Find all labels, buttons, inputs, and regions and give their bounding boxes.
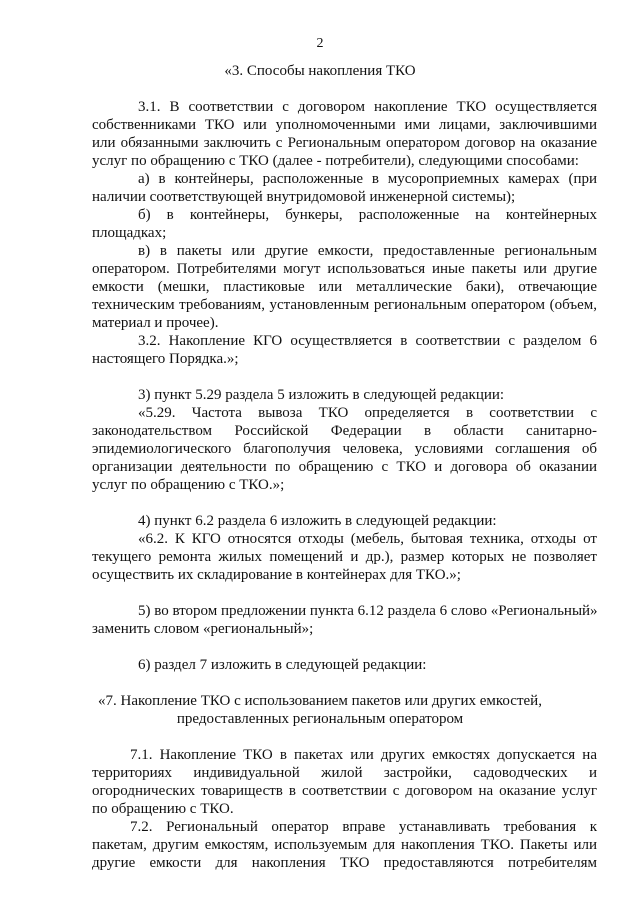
text-line: или обязанными заключить с Региональным оператором договор на оказание <box>92 135 597 151</box>
text-line: текущего ремонта жилых помещений и др.), размер которых не позволяет <box>92 549 597 565</box>
page-number: 2 <box>316 36 324 51</box>
text-line: законодательством Российской Федерации в области санитарно- <box>92 423 597 439</box>
text-line: собственниками ТКО или уполномоченными ими лицами, заключившими <box>92 117 597 133</box>
text-line: услуг по обращению с ТКО.»; <box>92 477 285 493</box>
text-line: 3.2. Накопление КГО осуществляется в соответствии с разделом 6 <box>138 333 597 349</box>
text-line: а) в контейнеры, расположенные в мусороприемных камерах (при <box>138 171 597 187</box>
subsection-heading-line-2: предоставленных региональным оператором <box>176 711 464 727</box>
subsection-heading-line-1: «7. Накопление ТКО с использованием пакетов или других емкостей, <box>98 693 542 709</box>
text-line: 4) пункт 6.2 раздела 6 изложить в следующей редакции: <box>138 513 497 529</box>
text-line: организации деятельности по обращению с ТКО и договора об оказании <box>92 459 597 475</box>
text-line: «6.2. К КГО относятся отходы (мебель, бытовая техника, отходы от <box>138 531 597 547</box>
text-line: другие емкости для накопления ТКО предоставляются потребителям <box>92 855 597 871</box>
text-line: емкости (мешки, пластиковые или металлические баки), отвечающие <box>92 279 597 295</box>
text-line: площадках; <box>92 225 167 241</box>
text-line: б) в контейнеры, бункеры, расположенные на контейнерных <box>138 207 597 223</box>
text-line: 5) во втором предложении пункта 6.12 раздела 6 слово «Региональный» <box>138 603 598 619</box>
text-line: 6) раздел 7 изложить в следующей редакции: <box>138 657 427 673</box>
text-line: осуществить их складирование в контейнерах для ТКО.»; <box>92 567 461 583</box>
text-line: техническим требованиям, установленным региональным оператором (объем, <box>92 297 597 313</box>
text-line: наличии соответствующей внутридомовой инженерной системы); <box>92 189 516 205</box>
text-line: 7.1. Накопление ТКО в пакетах или других емкостях допускается на <box>130 747 597 763</box>
text-line: материал и прочее). <box>92 315 219 331</box>
text-line: настоящего Порядка.»; <box>92 351 239 367</box>
text-line: 7.2. Региональный оператор вправе устанавливать требования к <box>130 819 597 835</box>
text-line: по обращению с ТКО. <box>92 801 234 817</box>
text-line: в) в пакеты или другие емкости, предоставленные региональным <box>138 243 597 259</box>
text-line: заменить словом «региональный»; <box>92 621 314 637</box>
text-line: территориях индивидуальной жилой застройки, садоводческих и <box>92 765 597 781</box>
text-line: оператором. Потребителями могут использоваться иные пакеты или другие <box>92 261 597 277</box>
text-line: пакетам, другим емкостям, используемым для накопления ТКО. Пакеты или <box>92 837 597 853</box>
text-line: 3) пункт 5.29 раздела 5 изложить в следующей редакции: <box>138 387 505 403</box>
section-heading: «3. Способы накопления ТКО <box>224 63 416 79</box>
text-line: огороднических товариществ в соответствии с договором на оказание услуг <box>92 783 597 799</box>
text-line: эпидемиологического благополучия человека, условиями соглашения об <box>92 441 597 457</box>
text-line: 3.1. В соответствии с договором накопление ТКО осуществляется <box>138 99 597 115</box>
text-line: услуг по обращению с ТКО (далее - потребители), следующими способами: <box>92 153 579 169</box>
text-line: «5.29. Частота вывоза ТКО определяется в соответствии с <box>138 405 597 421</box>
